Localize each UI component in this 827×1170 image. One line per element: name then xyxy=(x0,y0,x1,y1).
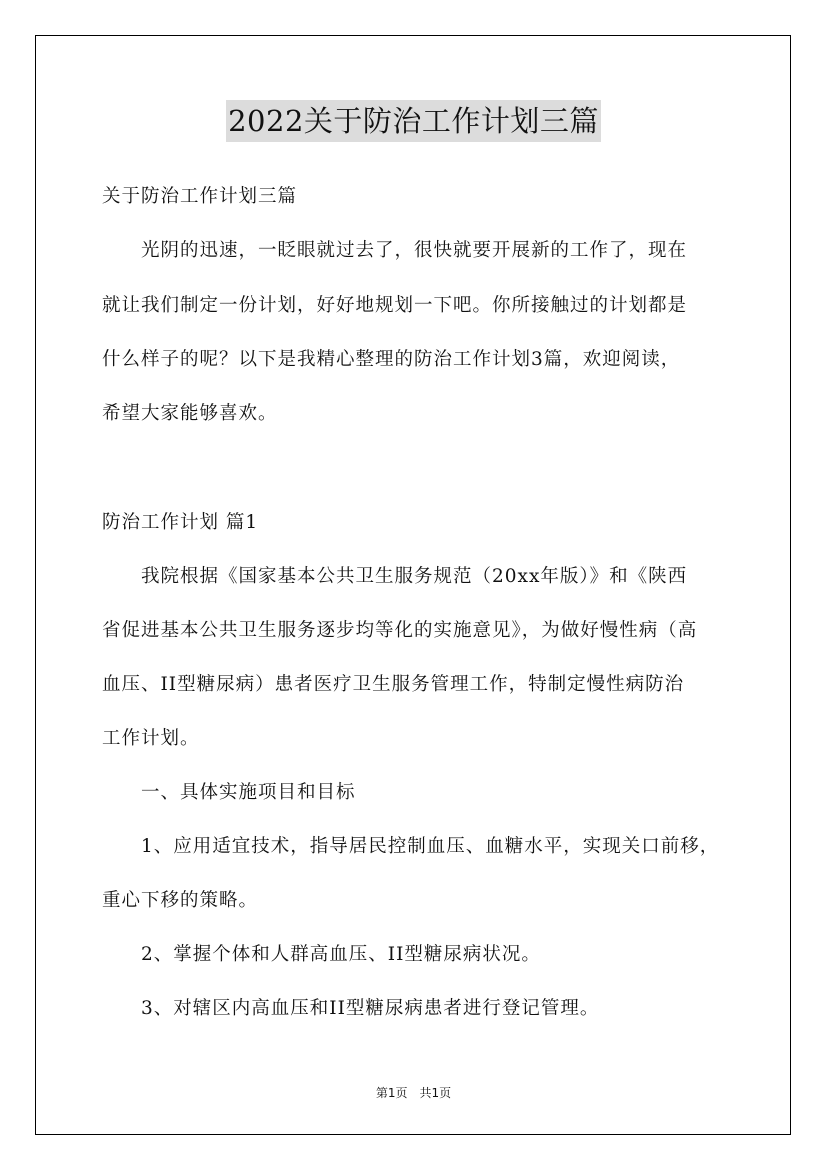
body-line: 重心下移的策略。 xyxy=(102,890,259,911)
body-line: 工作计划。 xyxy=(102,728,200,749)
intro-line: 就让我们制定一份计划，好好地规划一下吧。你所接触过的计划都是 xyxy=(102,295,688,316)
body-line: 省促进基本公共卫生服务逐步均等化的实施意见》，为做好慢性病（高 xyxy=(102,620,698,641)
section-heading: 防治工作计划 篇1 xyxy=(102,512,259,533)
page-footer: 第1页 共1页 xyxy=(375,1086,452,1100)
body-line: 我院根据《国家基本公共卫生服务规范（20xx年版）》和《陕西 xyxy=(102,566,688,587)
body-line: 3、对辖区内高血压和II型糖尿病患者进行登记管理。 xyxy=(102,998,600,1019)
body-line: 血压、II型糖尿病）患者医疗卫生服务管理工作，特制定慢性病防治 xyxy=(102,674,685,695)
subtitle: 关于防治工作计划三篇 xyxy=(102,186,298,207)
intro-line: 什么样子的呢？以下是我精心整理的防治工作计划3篇，欢迎阅读， xyxy=(102,349,681,370)
body-line: 2、掌握个体和人群高血压、II型糖尿病状况。 xyxy=(102,944,541,965)
document-title: 2022关于防治工作计划三篇 xyxy=(226,100,601,142)
intro-line: 希望大家能够喜欢。 xyxy=(102,403,278,424)
title-block xyxy=(0,100,827,142)
intro-line: 光阴的迅速，一眨眼就过去了，很快就要开展新的工作了，现在 xyxy=(102,240,688,261)
body-line: 1、应用适宜技术，指导居民控制血压、血糖水平，实现关口前移， xyxy=(102,836,720,857)
body-line: 一、具体实施项目和目标 xyxy=(102,782,356,803)
